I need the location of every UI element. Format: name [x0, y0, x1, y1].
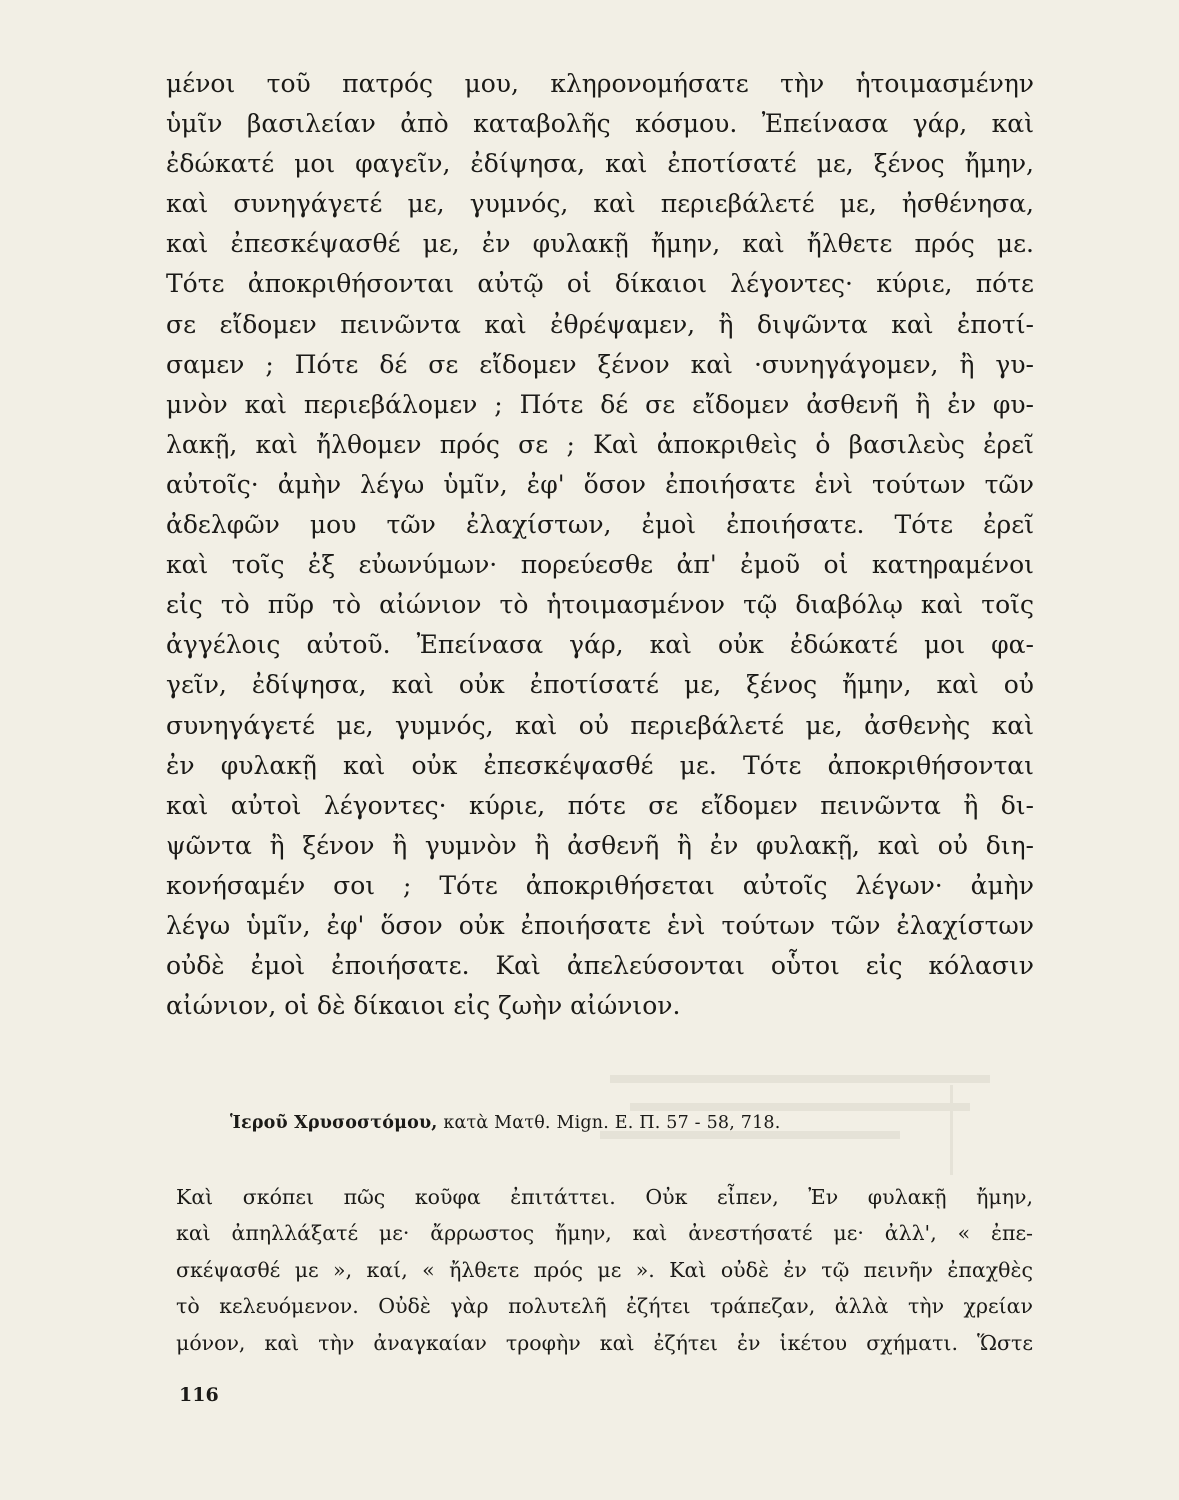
text-line: αὐτοῖς· ἀμὴν λέγω ὑμῖν, ἐφ' ὅσον ἐποιήσατε ἑνὶ τούτων τῶν [166, 469, 1034, 499]
page-number: 116 [179, 1384, 219, 1406]
text-line: ὑμῖν βασιλείαν ἀπὸ καταβολῆς κόσμου. Ἐπείνασα γάρ, καὶ [166, 109, 1034, 139]
text-line: καὶ ἐπεσκέψασθέ με, ἐν φυλακῇ ἤμην, καὶ ἤλθετε πρός με. [166, 229, 1034, 259]
text-line: εἰς τὸ πῦρ τὸ αἰώνιον τὸ ἡτοιμασμένον τῷ διαβόλῳ καὶ τοῖς [166, 590, 1034, 620]
text-line: ἀδελφῶν μου τῶν ἐλαχίστων, ἐμοὶ ἐποιήσατε. Τότε ἐρεῖ [166, 510, 1034, 540]
text-line: καὶ τοῖς ἐξ εὐωνύμων· πορεύεσθε ἀπ' ἐμοῦ οἱ κατηραμένοι [166, 550, 1034, 580]
text-line: λακῇ, καὶ ἤλθομεν πρός σε ; Καὶ ἀποκριθεὶς ὁ βασιλεὺς ἐρεῖ [166, 429, 1034, 459]
text-line: καὶ ἀπηλλάξατέ με· ἄρρωστος ἤμην, καὶ ἀνεστήσατέ με· ἀλλ', « ἐπε- [176, 1221, 1033, 1246]
text-line: τὸ κελευόμενον. Οὐδὲ γὰρ πολυτελῆ ἐζήτει τράπεζαν, ἀλλὰ τὴν χρείαν [176, 1294, 1033, 1319]
citation [230, 1113, 781, 1133]
text-line: Τότε ἀποκριθήσονται αὐτῷ οἱ δίκαιοι λέγοντες· κύριε, πότε [166, 269, 1034, 299]
text-line: αἰώνιον, οἱ δὲ δίκαιοι εἰς ζωὴν αἰώνιον. [166, 991, 681, 1021]
citation-author: Ἱεροῦ Χρυσοστόμου, [230, 1113, 438, 1133]
text-line: σαμεν ; Πότε δέ σε εἴδομεν ξένον καὶ ·συνηγάγομεν, ἢ γυ- [166, 349, 1034, 379]
text-line: σε εἴδομεν πεινῶντα καὶ ἐθρέψαμεν, ἢ διψῶντα καὶ ἐποτί- [166, 309, 1034, 339]
text-line: μνὸν καὶ περιεβάλομεν ; Πότε δέ σε εἴδομεν ἀσθενῆ ἢ ἐν φυ- [166, 389, 1034, 419]
text-line: Καὶ σκόπει πῶς κοῦφα ἐπιτάττει. Οὐκ εἶπεν, Ἐν φυλακῇ ἤμην, [176, 1185, 1033, 1209]
commentary-passage [176, 1179, 1033, 1361]
text-line: ψῶντα ἢ ξένον ἢ γυμνὸν ἢ ἀσθενῆ ἢ ἐν φυλακῇ, καὶ οὐ διη- [166, 830, 1034, 860]
gospel-passage [166, 64, 1034, 1026]
text-line: ἐδώκατέ μοι φαγεῖν, ἐδίψησα, καὶ ἐποτίσατέ με, ξένος ἤμην, [166, 149, 1034, 179]
text-line: καὶ αὐτοὶ λέγοντες· κύριε, πότε σε εἴδομεν πεινῶντα ἢ δι- [166, 790, 1034, 820]
text-line: συνηγάγετέ με, γυμνός, καὶ οὐ περιεβάλετέ με, ἀσθενὴς καὶ [166, 710, 1034, 740]
text-line: κονήσαμέν σοι ; Τότε ἀποκριθήσεται αὐτοῖς λέγων· ἀμὴν [166, 870, 1034, 900]
text-line: μόνον, καὶ τὴν ἀναγκαίαν τροφὴν καὶ ἐζήτει ἐν ἱκέτου σχήματι. Ὥστε [176, 1330, 1033, 1355]
text-line: σκέψασθέ με », καί, « ἤλθετε πρός με ». Καὶ οὐδὲ ἐν τῷ πεινῆν ἐπαχθὲς [176, 1257, 1033, 1282]
text-line: οὐδὲ ἐμοὶ ἐποιήσατε. Καὶ ἀπελεύσονται οὗτοι εἰς κόλασιν [166, 951, 1034, 981]
text-line: ἐν φυλακῇ καὶ οὐκ ἐπεσκέψασθέ με. Τότε ἀποκριθήσονται [166, 750, 1034, 780]
text-line: ἀγγέλοις αὐτοῦ. Ἐπείνασα γάρ, καὶ οὐκ ἐδώκατέ μοι φα- [166, 630, 1034, 660]
text-line: μένοι τοῦ πατρός μου, κληρονομήσατε τὴν ἡτοιμασμένην [166, 69, 1034, 98]
text-line: λέγω ὑμῖν, ἐφ' ὅσον οὐκ ἐποιήσατε ἑνὶ τούτων τῶν ἐλαχίστων [166, 910, 1034, 940]
text-line: καὶ συνηγάγετέ με, γυμνός, καὶ περιεβάλετέ με, ἠσθένησα, [166, 189, 1034, 219]
citation-reference: κατὰ Ματθ. Mign. E. Π. 57 - 58, 718. [443, 1113, 781, 1133]
text-line: γεῖν, ἐδίψησα, καὶ οὐκ ἐποτίσατέ με, ξένος ἤμην, καὶ οὐ [166, 670, 1034, 700]
